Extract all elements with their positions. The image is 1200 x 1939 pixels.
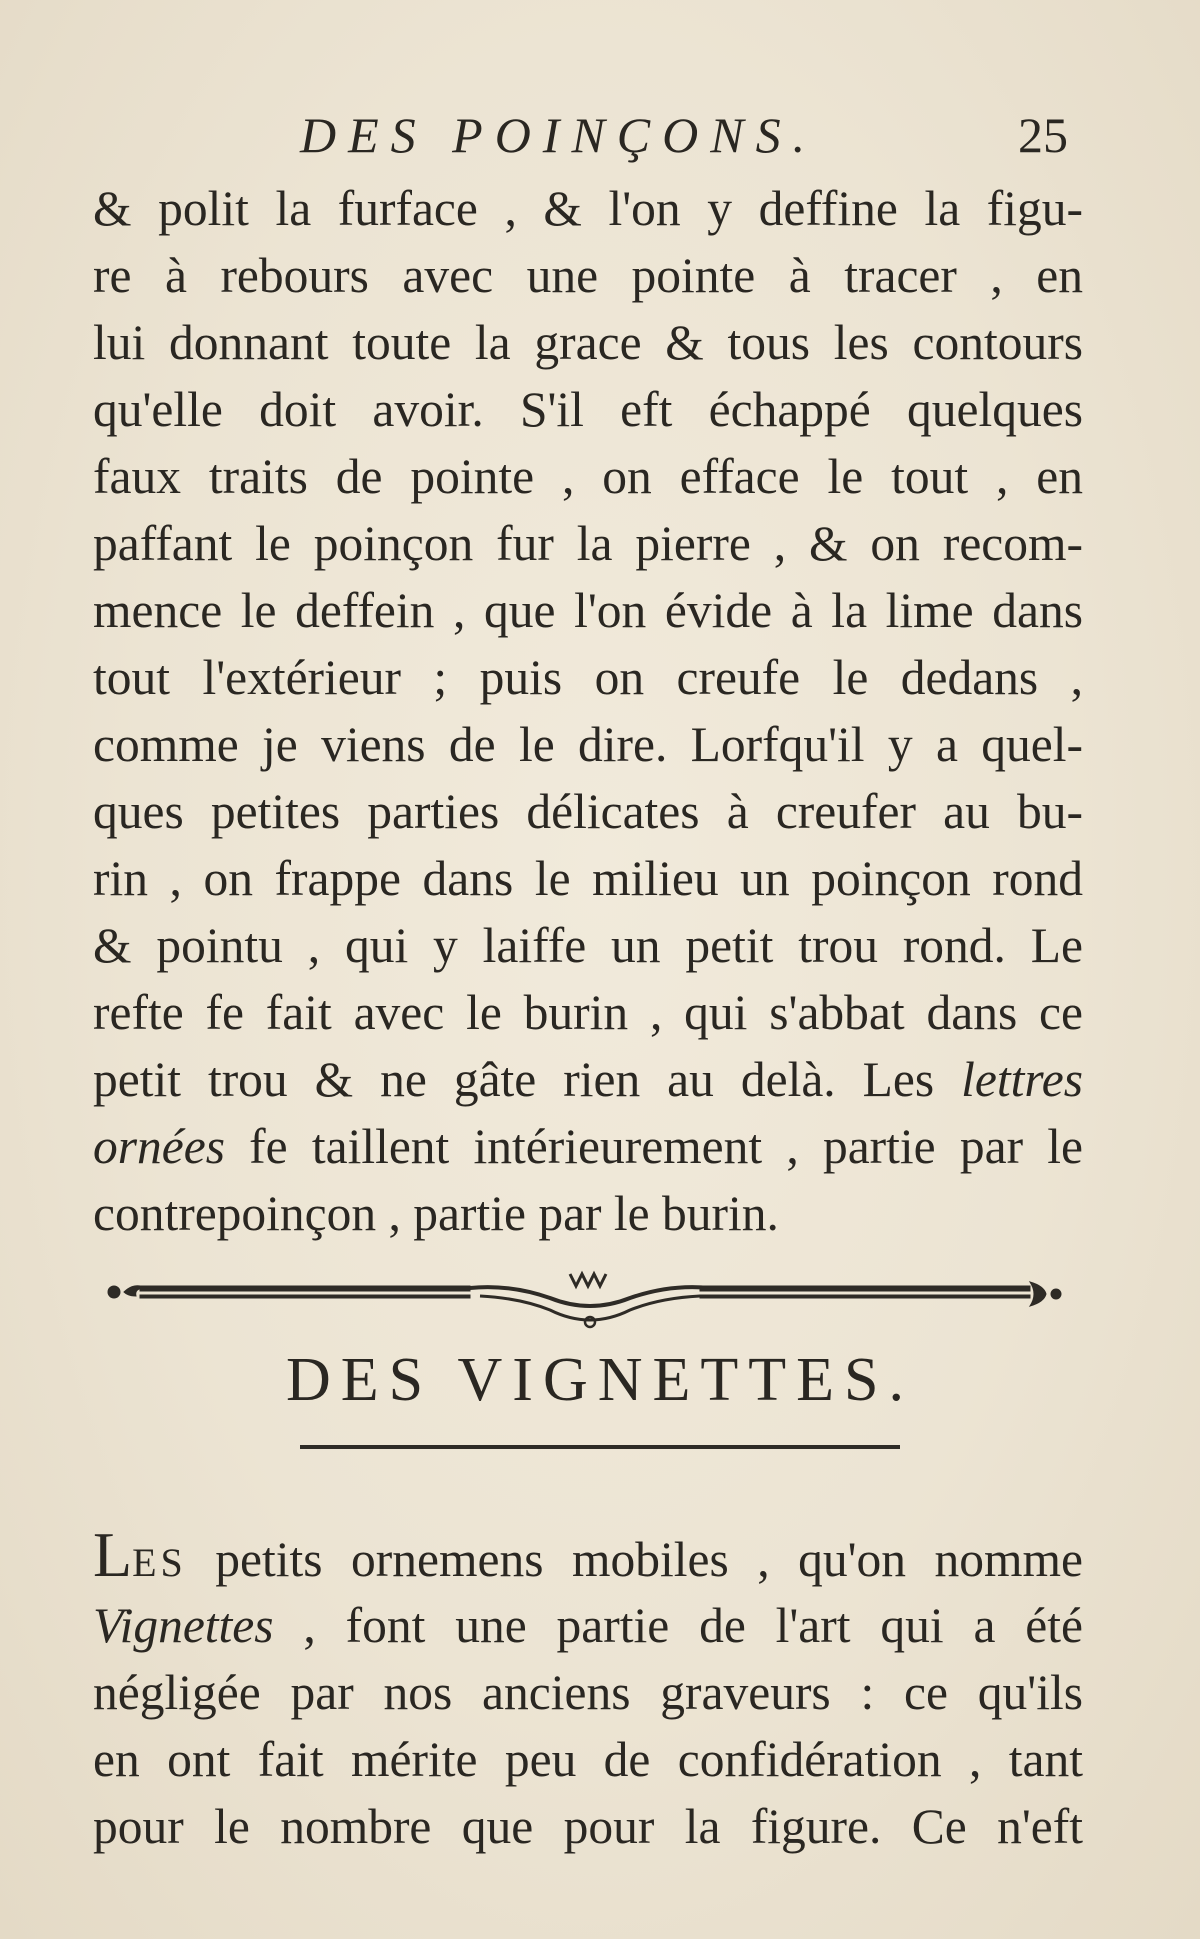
text-line: comme je viens de le dire. Lorfqu'il y a quel- bbox=[93, 717, 1083, 772]
text-run: , font une partie de l'art qui a été bbox=[273, 1598, 1083, 1653]
text-run: fe taillent intérieurement , partie par le bbox=[224, 1119, 1083, 1174]
italic-word: Vignettes bbox=[93, 1598, 274, 1653]
text-line: lui donnant toute la grace & tous les contours bbox=[93, 315, 1083, 370]
italic-word: ornées bbox=[93, 1119, 225, 1174]
small-caps-word: ES bbox=[132, 1540, 187, 1585]
text-line: qu'elle doit avoir. S'il eft échappé quelques bbox=[93, 382, 1083, 437]
text-line bbox=[93, 1592, 1083, 1659]
text-run: petit trou & ne gâte rien au delà. Les bbox=[93, 1052, 962, 1107]
text-run: petits ornemens mobiles , qu'on nomme bbox=[186, 1532, 1083, 1587]
title-rule bbox=[300, 1445, 900, 1449]
text-line: rin , on frappe dans le milieu un poinçon rond bbox=[93, 851, 1083, 906]
italic-word: lettres bbox=[961, 1052, 1083, 1107]
paragraph-2 bbox=[93, 1519, 1083, 1860]
text-line: & pointu , qui y laiffe un petit trou rond. Le bbox=[93, 918, 1083, 973]
text-line bbox=[93, 1113, 1083, 1180]
page-number: 25 bbox=[1018, 107, 1068, 163]
text-line bbox=[93, 1046, 1083, 1113]
text-line: en ont fait mérite peu de confidération , tant bbox=[93, 1732, 1083, 1787]
drop-capital: L bbox=[93, 1519, 133, 1590]
section-title: DES VIGNETTES. bbox=[286, 1346, 914, 1414]
text-line: faux traits de pointe , on efface le tout , en bbox=[93, 449, 1083, 504]
text-line: & polit la furface , & l'on y deffine la figu- bbox=[93, 181, 1083, 236]
paragraph-1 bbox=[93, 175, 1083, 1247]
text-line bbox=[93, 1519, 1083, 1592]
text-line: ques petites parties délicates à creufer au bu- bbox=[93, 784, 1083, 839]
text-line: contrepoinçon , partie par le burin. bbox=[93, 1186, 779, 1241]
text-line: pour le nombre que pour la figure. Ce n'eft bbox=[93, 1799, 1083, 1854]
running-title: DES POINÇONS. bbox=[300, 107, 818, 163]
text-line: tout l'extérieur ; puis on creufe le dedans , bbox=[93, 650, 1083, 705]
text-line: mence le deffein , que l'on évide à la lime dans bbox=[93, 583, 1083, 638]
text-line: paffant le poinçon fur la pierre , & on recom- bbox=[93, 516, 1083, 571]
ornamental-divider bbox=[100, 1260, 1080, 1340]
text-line: re à rebours avec une pointe à tracer , en bbox=[93, 248, 1083, 303]
running-head bbox=[0, 100, 1200, 170]
text-line: refte fe fait avec le burin , qui s'abbat dans ce bbox=[93, 985, 1083, 1040]
text-line: négligée par nos anciens graveurs : ce qu'ils bbox=[93, 1665, 1083, 1720]
